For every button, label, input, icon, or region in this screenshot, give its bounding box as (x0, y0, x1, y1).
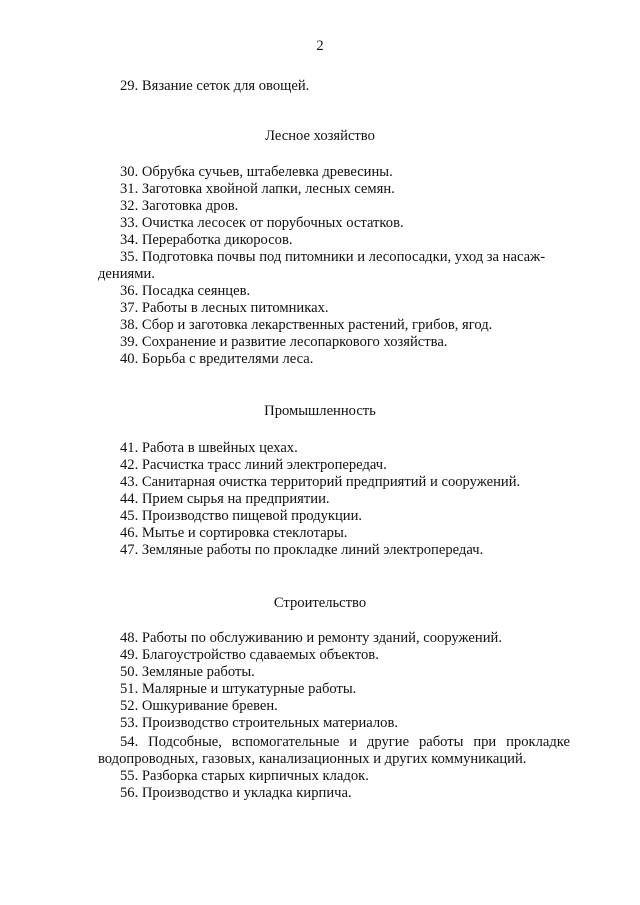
list-item: 43. Санитарная очистка территорий предприятий и сооружений. (120, 474, 521, 490)
list-item: 56. Производство и укладка кирпича. (120, 785, 352, 801)
list-item: 46. Мытье и сортировка стеклотары. (120, 525, 348, 541)
section-heading: Лесное хозяйство (265, 128, 375, 144)
section-heading: Строительство (273, 595, 367, 611)
list-item: 53. Производство строительных материалов. (120, 715, 398, 731)
list-item: 40. Борьба с вредителями леса. (120, 351, 314, 367)
list-item: 32. Заготовка дров. (120, 198, 239, 214)
list-item: 45. Производство пищевой продукции. (120, 508, 363, 524)
list-item: 48. Работы по обслуживанию и ремонту зданий, сооружений. (120, 630, 502, 646)
list-item: 50. Земляные работы. (120, 664, 255, 680)
list-item: 41. Работа в швейных цехах. (120, 440, 298, 456)
list-item: 44. Прием сырья на предприятии. (120, 491, 330, 507)
list-item: 42. Расчистка трасс линий электропередач. (120, 457, 387, 473)
page-number: 2 (316, 38, 324, 54)
list-item: 35. Подготовка почвы под питомники и лесопосадки, уход за насаж- (120, 249, 546, 265)
list-item: 34. Переработка дикоросов. (120, 232, 293, 248)
list-item: 29. Вязание сеток для овощей. (120, 78, 310, 94)
list-item: 39. Сохранение и развитие лесопаркового хозяйства. (120, 334, 448, 350)
section-heading: Промышленность (264, 403, 376, 419)
list-item: 55. Разборка старых кирпичных кладок. (120, 768, 369, 784)
list-item: 31. Заготовка хвойной лапки, лесных семян. (120, 181, 395, 197)
list-item-continuation: дениями. (98, 266, 155, 282)
list-item: 37. Работы в лесных питомниках. (120, 300, 329, 316)
list-item: 47. Земляные работы по прокладке линий электропередач. (120, 542, 484, 558)
list-item: 36. Посадка сеянцев. (120, 283, 251, 299)
list-item-continuation: водопроводных, газовых, канализационных и других коммуникаций. (98, 751, 527, 767)
list-item: 38. Сбор и заготовка лекарственных растений, грибов, ягод. (120, 317, 493, 333)
list-item: 33. Очистка лесосек от порубочных остатков. (120, 215, 404, 231)
list-item: 49. Благоустройство сдаваемых объектов. (120, 647, 379, 663)
list-item: 52. Ошкуривание бревен. (120, 698, 278, 714)
list-item: 51. Малярные и штукатурные работы. (120, 681, 357, 697)
list-item: 54. Подсобные, вспомогательные и другие работы при прокладке (120, 734, 570, 750)
list-item: 30. Обрубка сучьев, штабелевка древесины. (120, 164, 393, 180)
